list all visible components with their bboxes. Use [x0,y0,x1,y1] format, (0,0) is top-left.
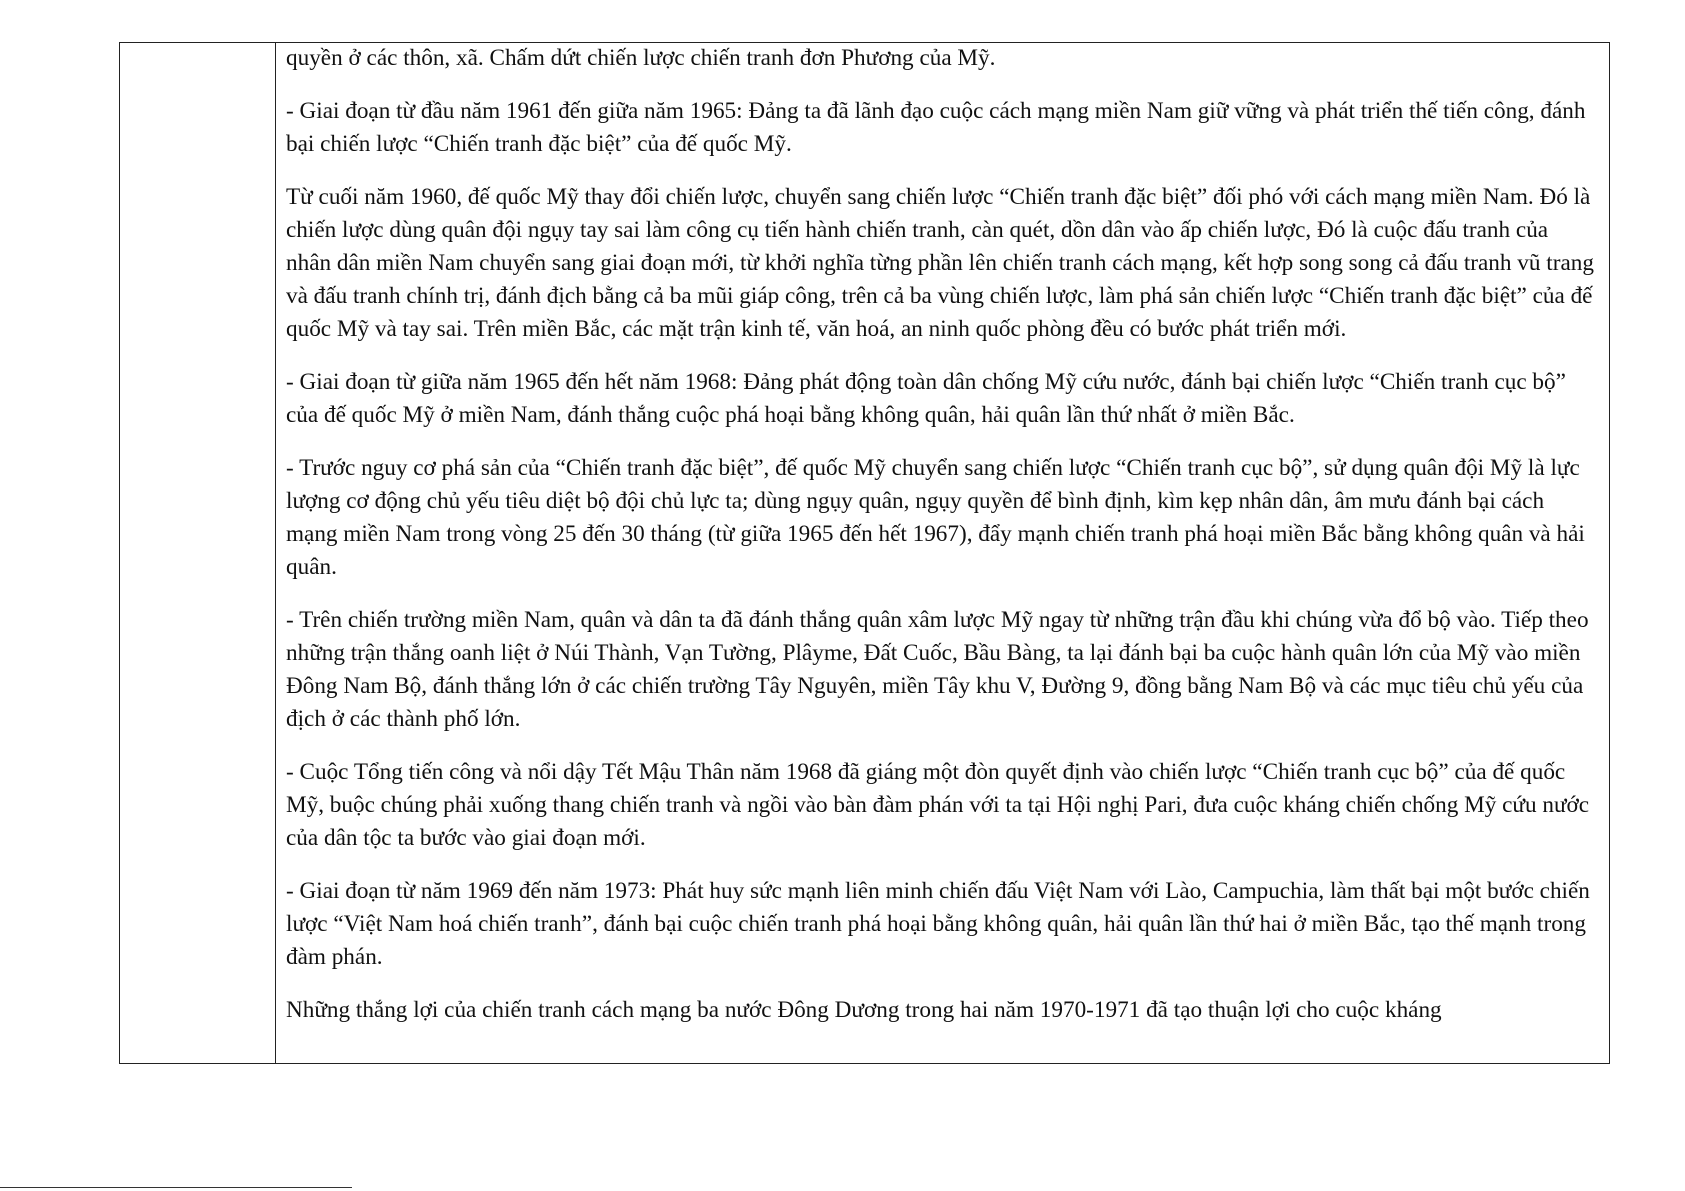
table-left-column [120,43,276,1063]
paragraph: Từ cuối năm 1960, đế quốc Mỹ thay đổi chiến lược, chuyển sang chiến lược “Chiến tranh đặc biệt” đối phó với cách mạng miền Nam. Đó là chiến lược dùng quân đội ngụy tay sai làm công cụ tiến hành chiến tranh, càn quét, dồn dân vào ấp chiến lược, Đó là cuộc đấu tranh của nhân dân miền Nam chuyển sang giai đoạn mới, từ khởi nghĩa từng phần lên chiến tranh cách mạng, kết hợp song song cả đấu tranh vũ trang và đấu tranh chính trị, đánh địch bằng cả ba mũi giáp công, trên cả ba vùng chiến lược, làm phá sản chiến lược “Chiến tranh đặc biệt” của đế quốc Mỹ và tay sai. Trên miền Bắc, các mặt trận kinh tế, văn hoá, an ninh quốc phòng đều có bước phát triển mới. [286,184,1594,342]
paragraph: - Trước nguy cơ phá sản của “Chiến tranh đặc biệt”, đế quốc Mỹ chuyển sang chiến lược “Chiến tranh cục bộ”, sử dụng quân đội Mỹ là lực lượng cơ động chủ yếu tiêu diệt bộ đội chủ lực ta; dùng ngụy quân, ngụy quyền để bình định, kìm kẹp nhân dân, âm mưu đánh bại cách mạng miền Nam trong vòng 25 đến 30 tháng (từ giữa 1965 đến hết 1967), đẩy mạnh chiến tranh phá hoại miền Bắc bằng không quân và hải quân. [286,455,1585,580]
paragraph: quyền ở các thôn, xã. Chấm dứt chiến lược chiến tranh đơn Phương của Mỹ. [286,45,996,71]
paragraph: Những thắng lợi của chiến tranh cách mạng ba nước Đông Dương trong hai năm 1970-1971 đã tạo thuận lợi cho cuộc kháng [286,997,1442,1023]
paragraph: - Cuộc Tổng tiến công và nổi dậy Tết Mậu Thân năm 1968 đã giáng một đòn quyết định vào chiến lược “Chiến tranh cục bộ” của đế quốc Mỹ, buộc chúng phải xuống thang chiến tranh và ngồi vào bàn đàm phán với ta tại Hội nghị Pari, đưa cuộc kháng chiến chống Mỹ cứu nước của dân tộc ta bước vào giai đoạn mới. [286,759,1590,851]
paragraph: - Trên chiến trường miền Nam, quân và dân ta đã đánh thắng quân xâm lược Mỹ ngay từ những trận đầu khi chúng vừa đổ bộ vào. Tiếp theo những trận thắng oanh liệt ở Núi Thành, Vạn Tường, Plâyme, Đất Cuốc, Bầu Bàng, ta lại đánh bại ba cuộc hành quân lớn của Mỹ vào miền Đông Nam Bộ, đánh thắng lớn ở các chiến trường Tây Nguyên, miền Tây khu V, Đường 9, đồng bằng Nam Bộ và các mục tiêu chủ yếu của địch ở các thành phố lớn. [286,607,1589,732]
paragraph: - Giai đoạn từ năm 1969 đến năm 1973: Phát huy sức mạnh liên minh chiến đấu Việt Nam với Lào, Campuchia, làm thất bại một bước chiến lược “Việt Nam hoá chiến tranh”, đánh bại cuộc chiến tranh phá hoại bằng không quân, hải quân lần thứ hai ở miền Bắc, tạo thế mạnh trong đàm phán. [286,878,1590,970]
footnote-separator-line [0,1187,352,1188]
table-content-cell [276,43,1609,1063]
paragraph: - Giai đoạn từ đầu năm 1961 đến giữa năm 1965: Đảng ta đã lãnh đạo cuộc cách mạng miền Nam giữ vững và phát triển thế tiến công, đánh bại chiến lược “Chiến tranh đặc biệt” của đế quốc Mỹ. [286,98,1586,157]
paragraph: - Giai đoạn từ giữa năm 1965 đến hết năm 1968: Đảng phát động toàn dân chống Mỹ cứu nước, đánh bại chiến lược “Chiến tranh cục bộ” của đế quốc Mỹ ở miền Nam, đánh thắng cuộc phá hoại bằng không quân, hải quân lần thứ nhất ở miền Bắc. [286,369,1566,428]
document-table [119,42,1610,1064]
